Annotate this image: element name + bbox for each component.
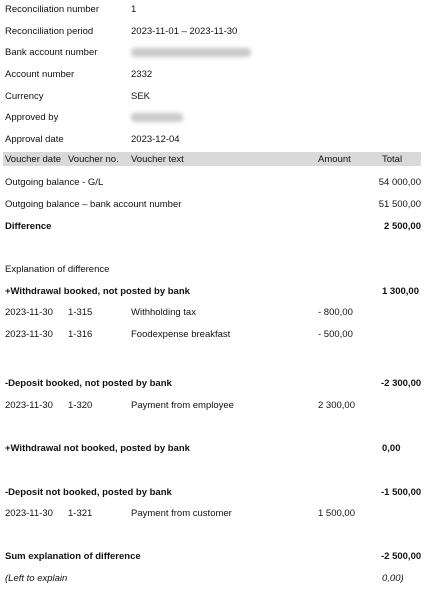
row-text: Withholding tax (131, 307, 196, 318)
row-amount: - 500,00 (318, 329, 353, 340)
bank-account-number-label: Bank account number (5, 47, 98, 58)
row-voucher-no: 1-315 (68, 307, 93, 318)
reconciliation-number-label: Reconciliation number (5, 4, 99, 15)
row-date: 2023-11-30 (5, 400, 53, 411)
section-total: -2 300,00 (381, 378, 422, 389)
sum-explanation-label: Sum explanation of difference (5, 551, 141, 562)
column-voucher-date: Voucher date (5, 154, 61, 165)
column-voucher-text: Voucher text (131, 154, 184, 165)
sum-explanation-total: -2 500,00 (381, 551, 422, 562)
reconciliation-period-value: 2023-11-01 – 2023-11-30 (131, 26, 238, 37)
gl-balance-total: 54 000,00 (378, 177, 421, 188)
row-voucher-no: 1-320 (68, 400, 93, 411)
section-label: -Deposit booked, not posted by bank (5, 378, 172, 389)
table-header-bar (3, 152, 421, 166)
column-voucher-no: Voucher no. (68, 154, 119, 165)
section-label: +Withdrawal not booked, posted by bank (5, 443, 190, 454)
account-number-label: Account number (5, 69, 75, 80)
row-text: Payment from employee (131, 400, 234, 411)
explanation-heading: Explanation of difference (5, 264, 110, 275)
reconciliation-number-value: 1 (131, 4, 137, 15)
account-number-value: 2332 (131, 69, 153, 80)
row-amount: 1 500,00 (318, 508, 355, 519)
row-amount: - 800,00 (318, 307, 353, 318)
row-date: 2023-11-30 (5, 307, 53, 318)
section-total: -1 500,00 (381, 487, 422, 498)
row-date: 2023-11-30 (5, 508, 53, 519)
approval-date-value: 2023-12-04 (131, 134, 180, 145)
section-label: +Withdrawal booked, not posted by bank (5, 286, 190, 297)
redacted-bank-account-number (131, 48, 251, 57)
section-label: -Deposit not booked, posted by bank (5, 487, 172, 498)
currency-label: Currency (5, 91, 44, 102)
left-to-explain-label: (Left to explain (5, 573, 68, 584)
difference-label: Difference (5, 221, 52, 232)
difference-total: 2 500,00 (384, 221, 421, 232)
bank-balance-total: 51 500,00 (378, 199, 421, 210)
row-date: 2023-11-30 (5, 329, 53, 340)
bank-balance-label: Outgoing balance – bank account number (5, 199, 182, 210)
gl-balance-label: Outgoing balance - G/L (5, 177, 104, 188)
column-total: Total (382, 154, 403, 165)
section-total: 0,00 (382, 443, 401, 454)
section-total: 1 300,00 (382, 286, 419, 297)
row-text: Payment from customer (131, 508, 232, 519)
row-text: Foodexpense breakfast (131, 329, 231, 340)
row-voucher-no: 1-321 (68, 508, 93, 519)
currency-value: SEK (131, 91, 151, 102)
row-voucher-no: 1-316 (68, 329, 93, 340)
redacted-approver-name (131, 113, 183, 122)
approval-date-label: Approval date (5, 134, 64, 145)
approved-by-label: Approved by (5, 112, 59, 123)
reconciliation-period-label: Reconciliation period (5, 26, 94, 37)
column-amount: Amount (318, 154, 351, 165)
left-to-explain-total: 0,00) (382, 573, 404, 584)
row-amount: 2 300,00 (318, 400, 355, 411)
